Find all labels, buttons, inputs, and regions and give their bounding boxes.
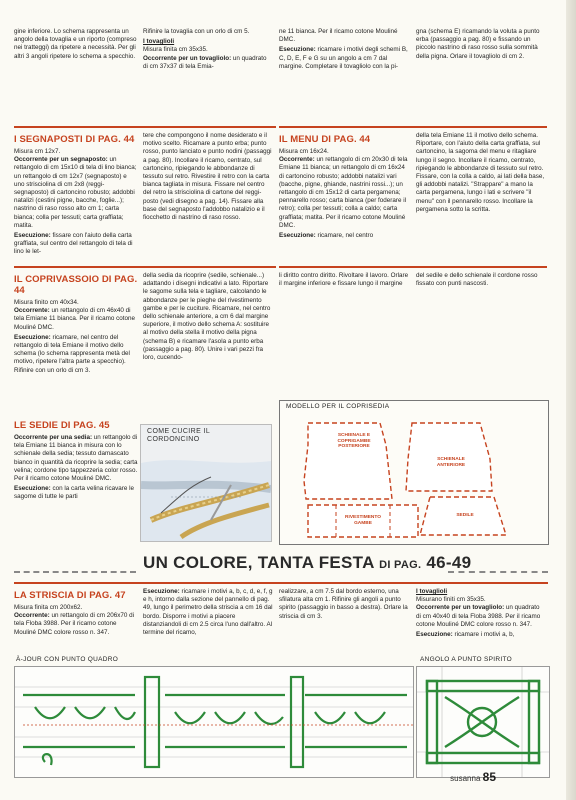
diagram-title: MODELLO PER IL COPRISEDIA — [286, 403, 390, 410]
cordoncino-illustration — [141, 425, 271, 541]
page-number: 85 — [482, 770, 496, 784]
striscia-col3-text: realizzare, a cm 7.5 dal bordo esterno, una sfilatura alta cm 1. Rifinire gli angoli a punto spirito (passaggio in basso a destra). Orlare la striscia di cm 3. — [279, 588, 408, 620]
ajour-stitch-illustration — [15, 667, 413, 777]
sedie-col2 — [143, 272, 273, 364]
photo-title: COME CUCIRE IL CORDONCINO — [147, 428, 210, 443]
occorrente-text: un rettangolo di cm 46x40 di tela Emiane 11 bianca. Per il ricamo cotone Mouliné DMC. — [14, 307, 135, 331]
esecuzione-text: ricamare i motivi a, b, — [452, 631, 515, 639]
menu-title: IL MENU DI PAG. 44 — [279, 134, 371, 145]
top-col1 — [14, 28, 138, 63]
occorrente-label: Occorrente per un tovagliolo: — [143, 54, 232, 62]
esecuzione-text: ricamare i motivi a, b, c, d, e, f, g e h, intorno dalla sezione del pannello di pag. 49, lungo il perimetro della striscia a cm 16 dal bordo. Disporre i motivi a piacere distanziandoli di cm 2.5 circa l'uno dall'altro. Al termine del ricamo, — [143, 588, 273, 637]
coprivassoio-col — [14, 272, 138, 377]
section-rule — [14, 582, 548, 584]
striscia-col3 — [279, 588, 409, 623]
occorrente-text: un quadrato di cm 40x40 di tela Floba 3988. Per il ricamo cotone Mouliné DMC colore rosso n. 347. — [416, 604, 541, 628]
esecuzione-label: Esecuzione: — [416, 631, 453, 639]
menu-col1 — [279, 132, 409, 242]
tovaglioli-heading: I tovaglioli — [143, 38, 175, 46]
occorrente-text: un rettangolo di cm 15x10 di tela di lino bianca; un rettangolo di cm 12x7 (segnaposto) e uno strisciolina di cm 2x8 (reggi-segnaposto) di cartoncino robusto; addobbi natalizi (cestini pigne, bacche, foglie...); nastrino di raso rosso alto cm 1; carta bianca; colla per tessuti; carta graffiata; matita. — [14, 156, 137, 229]
top-col2 — [143, 28, 273, 73]
cordoncino-photo — [140, 424, 272, 542]
coprisedia-diagram — [279, 400, 549, 545]
esecuzione-label: Esecuzione: — [14, 333, 51, 341]
banner-di: DI PAG. — [379, 559, 422, 571]
striscia-col1 — [14, 588, 138, 639]
label-schienale-posteriore: SCHIENALE E COPRIGAMBE POSTERIORE — [337, 433, 371, 449]
pattern-pieces — [280, 401, 548, 544]
sedie-col2-text: della sedia da ricoprire (sedile, schienale...) adattando i disegni indicativi a lato. Riportare le sagome sulla tela e tagliare, calcolando le abbondanze per le pieghe del rivestimento gambe e per le cuciture. Ricamare, nel centro dello schienale anteriore, a cm 6 dal margine superiore, il motivo dello schema A: sostituire al motivo della stella il motivo della pigna (schema B) e ricamare l'asola a punto erba (passaggio a pag. 80). Unire i vari pezzi fra loro, cucendo- — [143, 272, 271, 362]
tovaglioli-misura: Misura finita cm 35x35. — [143, 46, 208, 54]
label-sedile: SEDILE — [456, 513, 474, 518]
top-col4 — [416, 28, 546, 63]
angolo-stitch-illustration — [417, 667, 549, 777]
occorrente-text: un rettangolo di cm 20x30 di tela Emiane 11 bianca; un rettangolo di cm 16x24 di cartoncino robusto; addobbi natalizi vari (bacche, pigne, ghiande, nastrini rossi...); un rettangolo di cm 15x12 di carta pergamena; pennarello rosso; carta bianca (per foderare il retro); colla per tessuti; colla a caldo; carta graffiata; matita. Per il ricamo cotone Mouliné DMC. — [279, 156, 408, 229]
top-col3-text: ne 11 bianca. Per il ricamo cotone Mouliné DMC. — [279, 28, 398, 44]
esecuzione-label: Esecuzione: — [14, 485, 51, 493]
striscia-misura: Misura finita cm 200x62. — [14, 604, 83, 611]
esecuzione-label: Esecuzione: — [279, 46, 316, 54]
esecuzione-label: Esecuzione: — [279, 232, 316, 240]
esecuzione-text: con la carta velina ricavare le sagome di tutte le parti — [14, 485, 135, 501]
ajour-strip-title: À-JOUR CON PUNTO QUADRO — [16, 656, 119, 663]
banner-main: UN COLORE, TANTA FESTA — [143, 553, 375, 572]
occorrente-label: Occorrente: — [14, 612, 50, 620]
tovaglioli-heading: I tovaglioli — [416, 588, 448, 595]
section-rule — [14, 126, 276, 128]
esecuzione-text: ricamare, nel centro — [315, 232, 374, 240]
occorrente-label: Occorrente: — [279, 156, 315, 164]
top-col4-text: gna (schema E) ricamando la voluta a punto erba (passaggio a pag. 80) e fissando un piccolo nastrino di raso rosso sulla sommità della pigna. Orlare il tovagliolo di cm 2. — [416, 28, 540, 60]
angolo-strip-title: ANGOLO A PUNTO SPIRITO — [420, 656, 512, 663]
section-rule — [279, 266, 547, 268]
ajour-strip — [14, 666, 414, 778]
occorrente-text: un quadrato di cm 37x37 di tela Emia- — [143, 54, 267, 70]
sedie-col3 — [279, 272, 409, 290]
menu-misura: Misura cm 16x24. — [279, 148, 329, 155]
banner-title — [143, 553, 471, 573]
sedie-title: LE SEDIE DI PAG. 45 — [14, 420, 110, 431]
coprivassoio-misura: Misura finito cm 40x34. — [14, 299, 79, 306]
occorrente-label: Occorrente per un tovagliolo: — [416, 604, 505, 612]
top-col3 — [279, 28, 409, 73]
tovaglioli-misura: Misurano finiti cm 35x35. — [416, 596, 486, 604]
sedie-col3-text: li diritto contro diritto. Rivoltare il lavoro. Orlare il margine inferiore e fissare lungo il margine — [279, 272, 409, 288]
label-schienale-anteriore: SCHIENALE ANTERIORE — [436, 457, 466, 468]
banner-pages: 46-49 — [426, 553, 472, 572]
section-rule — [279, 126, 547, 128]
menu-col2 — [416, 132, 546, 216]
segnaposti-col1 — [14, 132, 138, 259]
page-edge — [566, 0, 576, 800]
occorrente-label: Occorrente per una sedia: — [14, 434, 93, 441]
striscia-col2 — [143, 588, 273, 639]
esecuzione-text: fissare con l'aiuto della carta graffiata, sul centro del rettangolo di tela di lino le let- — [14, 232, 133, 256]
esecuzione-text: ricamare i motivi degli schemi B, C, D, E, F e G su un angolo a cm 7 dal margine. Completare il tovagliolo con la pi- — [279, 46, 408, 70]
occorrente-label: Occorrente: — [14, 307, 50, 315]
banner-dash-left — [14, 571, 136, 573]
page-footer — [450, 770, 496, 784]
esecuzione-label: Esecuzione: — [14, 232, 51, 240]
esecuzione-text: ricamare, nel centro del rettangolo di tela Emiane il motivo dello schema (lo schema rappresenta metà del motivo, ripetere l'altra parte a specchio). Rifinire con un orlo di cm 3. — [14, 333, 130, 374]
occorrente-text: un rettangolo di cm 206x70 di tela Floba 3988. Per il ricamo cotone Mouliné DMC colore rosso n. 347. — [14, 612, 135, 636]
occorrente-text: un rettangolo di tela Emiane 11 bianca in misura con lo schienale della sedia; tessuto damascato bianco in quantità da ricoprire la sedia; carta velina; cordone tipo tappezzeria color rosso. Per il ricamo cotone Mouliné DMC. — [14, 434, 138, 483]
label-rivestimento-gambe: RIVESTIMENTO GAMBE — [345, 515, 381, 526]
sedie-col4 — [416, 272, 546, 290]
esecuzione-label: Esecuzione: — [143, 588, 180, 595]
occorrente-label: Occorrente per un segnaposto: — [14, 156, 108, 164]
top-col2-text: Rifinire la tovaglia con un orlo di cm 5. — [143, 28, 250, 35]
coprivassoio-title: IL COPRIVASSOIO DI PAG. 44 — [14, 274, 138, 296]
segnaposti-misura: Misura cm 12x7. — [14, 148, 61, 155]
segnaposti-col2 — [143, 132, 273, 224]
segnaposti-title: I SEGNAPOSTI DI PAG. 44 — [14, 134, 135, 145]
top-col1-text: gine inferiore. Lo schema rappresenta un angolo della tovaglia e un riporto (compreso nei tratteggi) da ripetere a necessità. Per gli altri 3 angoli ripetere lo schema a specchio. — [14, 28, 137, 60]
section-rule — [14, 266, 276, 268]
striscia-title: LA STRISCIA DI PAG. 47 — [14, 590, 126, 601]
angolo-strip — [416, 666, 550, 778]
brand-name: susanna — [450, 774, 481, 783]
segnaposti-col2-text: tere che compongono il nome desiderato e il motivo scelto. Ricamare a punto erba; punto rosso, punto lanciato e punto nodini (passaggi a pag. 80). Incollare il ricamo, centrato, sul cartoncino, ripiegando le abbondanze di tessuto sul retro. Rivestire il retro con la carta bianca tagliata in misura. Fissare nel centro del retro la strisciolina di cartone del reggi-posto (vedi disegno a pag. 14). Fissare alla base del segnaposto l'addobbo natalizio e il fiocchetto di nastrino di raso rosso. — [143, 132, 272, 222]
sedie-col4-text: del sedile e dello schienale il cordone rosso fissato con punti nascosti. — [416, 272, 538, 288]
menu-col2-text: della tela Emiane 11 il motivo dello schema. Riportare, con l'aiuto della carta graffiata, sul cartoncino, la sagoma del menu e ritagliare lungo il segno. Incollare il ricamo, centrato, ripiegando le abbondanze di tessuto sul retro. Fissare, con la colla a caldo, ai lati della base, gli addobbi natalizi. "Strappare" a mano la carta pergamena, lungo i lati e scrivere "il menu" con il pennarello rosso. Incollare la pergamena sotto la scritta. — [416, 132, 545, 213]
sedie-col1 — [14, 418, 138, 504]
striscia-col4 — [416, 588, 546, 641]
